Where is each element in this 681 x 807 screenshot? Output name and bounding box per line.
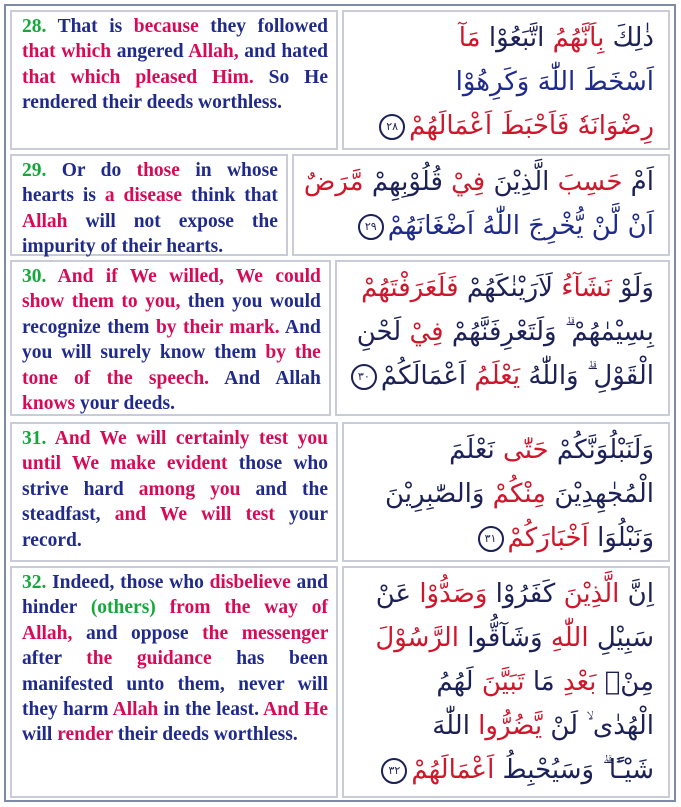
translation-text: will not expose the impurity of their hearts.	[22, 210, 278, 258]
verse-end-marker: ٣١	[478, 526, 504, 552]
arabic-word: ۙ	[578, 711, 587, 741]
arabic-segment	[357, 317, 654, 347]
translation-text: Or do	[46, 160, 137, 181]
arabic-word: شَيْـًٔا	[602, 755, 654, 785]
translation-text: pleased Him.	[135, 66, 254, 88]
translation-text: Allah,	[22, 622, 73, 644]
arabic-word: لَنْ	[542, 711, 579, 741]
translation-text: by their mark.	[155, 316, 280, 338]
english-translation	[10, 566, 338, 798]
verse-end-marker: ٢٨	[379, 114, 405, 140]
arabic-line	[304, 204, 654, 248]
arabic-word: اللّٰهِ	[542, 623, 589, 653]
arabic-word: وَسَيُحْبِطُ	[494, 755, 595, 785]
arabic-word: الْقَوْلِ	[586, 361, 654, 391]
arabic-word: فَلَعَرَفْتَهُمْ	[361, 273, 459, 303]
translation-text: render	[57, 724, 113, 746]
verse-row	[10, 154, 670, 256]
arabic-line	[354, 704, 654, 748]
arabic-word: اتَّبَعُوْا	[480, 23, 545, 53]
arabic-word: الْهُدٰى	[586, 711, 654, 741]
verse-row	[10, 566, 670, 798]
arabic-word: مَّرَضٌ	[303, 167, 364, 197]
arabic-word: ۗ	[594, 755, 603, 785]
translation-text: and hinder	[22, 572, 328, 619]
arabic-word: ۗ	[556, 317, 565, 347]
arabic-word: الَّذِيْنَ	[555, 579, 620, 609]
arabic-segment	[375, 623, 654, 653]
arabic-segment: اَنْ لَّنْ يُّخْرِجَ اللّٰهُ اَضْغَانَهُمْ	[387, 211, 654, 241]
arabic-word: الرَّسُوْلَ	[375, 623, 459, 653]
translation-text: And He	[263, 699, 328, 721]
verse-number: 30.	[22, 266, 47, 287]
arabic-line	[354, 104, 654, 148]
arabic-word: وَشَآقُّوا	[458, 623, 543, 653]
translation-text: That is	[46, 16, 134, 37]
english-translation	[10, 154, 288, 256]
arabic-word: مَآ	[458, 23, 481, 53]
arabic-line	[354, 572, 654, 616]
translation-text: Indeed, those who	[46, 572, 210, 593]
translation-text: disbelieve	[209, 572, 291, 593]
translation-text: And you will surely know them	[22, 316, 321, 364]
arabic-word: بِسِيْمٰهُمْ	[564, 317, 654, 347]
arabic-line	[354, 16, 654, 60]
arabic-word: اَعْمَالَكُمْ	[380, 361, 467, 391]
verse-row	[10, 10, 670, 150]
translation-text: angered	[111, 41, 189, 63]
verse-end-marker: ٣٢	[381, 758, 407, 784]
english-translation	[10, 260, 331, 416]
arabic-word: بِاَنَّهُمُ	[544, 23, 605, 53]
arabic-word: اَخْبَارَكُمْ	[507, 523, 589, 553]
arabic-word: اِنَّ	[619, 579, 654, 609]
translation-text: has been manifested unto them, never will they harm	[22, 648, 328, 721]
verse-row	[10, 422, 670, 562]
translation-text: in whose hearts is	[22, 160, 278, 207]
arabic-line	[354, 428, 654, 472]
arabic-line	[304, 160, 654, 204]
arabic-word: عَنْ	[375, 579, 412, 609]
arabic-segment	[376, 579, 654, 609]
arabic-line	[347, 354, 654, 398]
translation-text: will	[22, 724, 58, 746]
translation-text: because	[133, 16, 199, 37]
arabic-segment	[411, 755, 654, 785]
translation-text: after	[22, 648, 87, 670]
arabic-word: مِنْۢ	[596, 667, 654, 697]
arabic-word: وَصَدُّوْا	[411, 579, 488, 609]
arabic-word: حَتّٰى	[494, 435, 549, 465]
arabic-word: نَشَآءُ	[552, 273, 612, 303]
arabic-word: سَبِيْلِ	[588, 623, 654, 653]
arabic-segment: اَسْخَطَ اللّٰهَ وَكَرِهُوْا	[455, 67, 654, 97]
arabic-word: لَحْنِ	[356, 317, 402, 347]
arabic-line	[354, 516, 654, 560]
arabic-segment	[508, 523, 654, 553]
verse-number: 31.	[22, 428, 47, 449]
arabic-line	[347, 310, 654, 354]
translation-text: (others)	[90, 597, 156, 619]
translation-text: that which	[22, 66, 121, 88]
arabic-word: الَّذِيْنَ	[485, 167, 550, 197]
verse-row	[10, 260, 670, 416]
arabic-segment	[449, 435, 654, 465]
english-translation	[10, 10, 338, 150]
arabic-text	[342, 566, 670, 798]
arabic-segment	[361, 273, 654, 303]
translation-text: those who strive hard	[22, 453, 329, 500]
translation-text: and We will test	[114, 504, 275, 526]
arabic-word: وَالصّٰبِرِيْنَ	[384, 479, 485, 509]
translation-text: your record.	[22, 504, 329, 551]
verses-table	[4, 4, 676, 802]
arabic-word: حَسِبَ	[549, 167, 623, 197]
arabic-word: ذٰلِكَ	[604, 23, 654, 53]
arabic-line	[354, 748, 654, 792]
translation-text	[120, 67, 135, 88]
arabic-word: نَعْلَمَ	[449, 435, 495, 465]
arabic-line	[354, 660, 654, 704]
arabic-word: اَمْ	[622, 167, 654, 197]
translation-text: among you	[138, 478, 241, 500]
arabic-word: تَبَيَّنَ	[473, 667, 525, 697]
translation-text: by the tone of the speech.	[22, 342, 321, 389]
translation-text: those	[136, 160, 180, 181]
translation-text: Allah,	[188, 41, 239, 63]
arabic-word: مَا	[524, 667, 555, 697]
arabic-segment	[385, 479, 654, 509]
translation-text: And Allah	[209, 367, 321, 389]
arabic-text	[342, 10, 670, 150]
translation-text: and oppose	[72, 622, 203, 644]
arabic-text	[292, 154, 670, 256]
translation-text: And if We willed, We could show them to you,	[22, 266, 321, 313]
translation-text: your deeds.	[75, 393, 175, 415]
translation-text: think that	[182, 185, 278, 207]
arabic-word: لَاَرَيْنٰكَهُمْ	[458, 273, 553, 303]
english-translation	[10, 422, 338, 562]
arabic-word: مِنْكُمْ	[484, 479, 547, 509]
translation-text: the guidance	[86, 648, 212, 670]
arabic-word: الْمُجٰهِدِيْنَ	[546, 479, 654, 509]
translation-text: and hated	[238, 41, 328, 63]
arabic-word: كَفَرُوْا	[487, 579, 556, 609]
translation-text: then you would recognize them	[22, 291, 321, 338]
translation-text: And We will certainly test you until	[22, 428, 328, 475]
arabic-word: يَّضُرُّوا	[469, 711, 543, 741]
arabic-word: قُلُوْبِهِمْ	[363, 167, 443, 197]
arabic-word: اللّٰهَ	[432, 711, 470, 741]
arabic-segment	[304, 167, 654, 197]
arabic-word: وَنَبْلُوَا	[588, 523, 654, 553]
verse-end-marker: ٣٠	[351, 364, 377, 390]
translation-text: So He rendered their deeds worthless.	[22, 66, 329, 114]
arabic-word: وَاللّٰهُ	[520, 361, 579, 391]
translation-text: they followed	[198, 16, 329, 37]
arabic-word: فِيْ	[401, 317, 444, 347]
translation-text: a disease	[104, 185, 183, 207]
arabic-word: ۗ	[578, 361, 587, 391]
translation-text: in the least.	[158, 699, 264, 721]
verse-number: 28.	[22, 16, 47, 37]
translation-text: Allah	[112, 699, 159, 721]
arabic-word: يَعْلَمُ	[466, 361, 521, 391]
arabic-word: وَلَوْ	[611, 273, 654, 303]
verse-end-marker: ٢٩	[358, 214, 384, 240]
translation-text: that which	[22, 41, 112, 63]
arabic-word: فِيْ	[442, 167, 486, 197]
arabic-line	[354, 616, 654, 660]
translation-text: and the steadfast,	[22, 478, 329, 526]
translation-text: We make evident	[71, 453, 228, 475]
arabic-text	[342, 422, 670, 562]
arabic-segment	[432, 711, 654, 741]
arabic-word: وَلَتَعْرِفَنَّهُمْ	[443, 317, 557, 347]
arabic-word: لَهُمُ	[436, 667, 474, 697]
translation-text: the messenger	[202, 622, 328, 644]
verse-number: 32.	[22, 572, 47, 593]
arabic-segment: رِضْوَانَهٗ فَاَحْبَطَ اَعْمَالَهُمْ	[409, 111, 654, 141]
verse-number: 29.	[22, 160, 47, 181]
translation-text: knows	[22, 393, 76, 415]
translation-text: their deeds worthless.	[112, 724, 298, 746]
arabic-segment	[436, 667, 654, 697]
arabic-line	[347, 266, 654, 310]
arabic-segment	[381, 361, 654, 391]
arabic-word: بَعْدِ	[554, 667, 597, 697]
arabic-segment	[459, 23, 654, 53]
arabic-text	[335, 260, 670, 416]
translation-text: Allah	[22, 210, 68, 232]
arabic-word: اَعْمَالَهُمْ	[411, 755, 495, 785]
arabic-line	[354, 472, 654, 516]
arabic-line	[354, 60, 654, 104]
arabic-word: وَلَنَبْلُوَنَّكُمْ	[548, 435, 654, 465]
translation-text: from the way of	[155, 597, 328, 619]
